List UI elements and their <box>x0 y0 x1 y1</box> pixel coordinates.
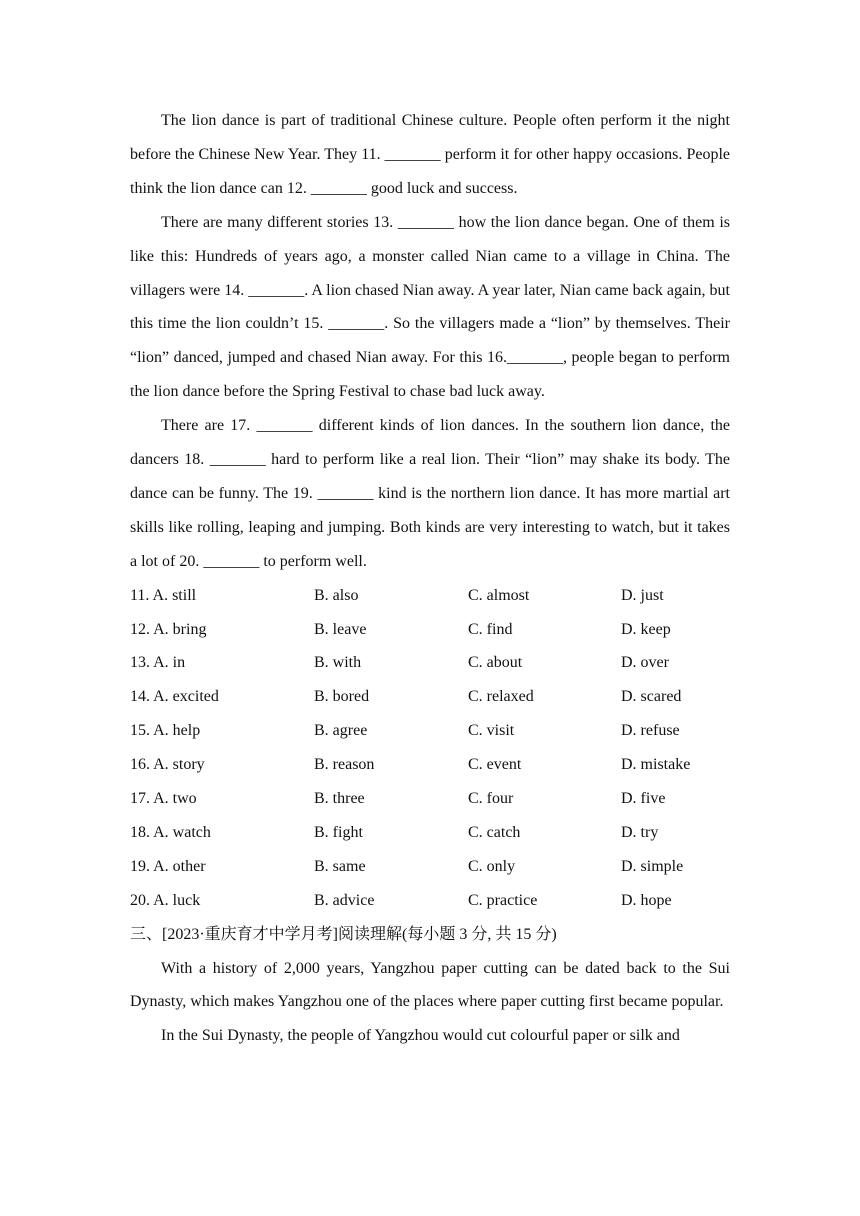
option-row-15 <box>130 714 730 748</box>
option-a: 11. A. still <box>130 586 197 604</box>
option-a: 12. A. bring <box>130 620 207 638</box>
option-b: B. leave <box>314 620 367 638</box>
option-d: D. hope <box>621 891 672 909</box>
option-c: C. relaxed <box>468 688 534 706</box>
option-b: B. agree <box>314 722 368 740</box>
option-d: D. simple <box>621 857 684 875</box>
section-3-paragraph-1: With a history of 2,000 years, Yangzhou paper cutting can be dated back to the Sui Dynasty, which makes Yangzhou one of the places where paper cutting first became popular. <box>130 959 730 1011</box>
option-row-20 <box>130 884 730 918</box>
option-b: B. reason <box>314 756 375 774</box>
section-3-heading: 三、[2023·重庆育才中学月考]阅读理解(每小题 3 分, 共 15 分) <box>130 925 557 943</box>
option-b: B. bored <box>314 688 370 706</box>
option-c: C. catch <box>468 823 521 841</box>
option-d: D. refuse <box>621 722 680 740</box>
option-row-18 <box>130 816 730 850</box>
option-row-13 <box>130 646 730 680</box>
option-c: C. four <box>468 790 514 808</box>
option-a: 13. A. in <box>130 654 186 672</box>
option-c: C. event <box>468 756 522 774</box>
option-d: D. five <box>621 790 666 808</box>
option-a: 19. A. other <box>130 857 206 875</box>
option-c: C. find <box>468 620 513 638</box>
option-d: D. just <box>621 586 664 604</box>
passage-paragraph-1: The lion dance is part of traditional Chinese culture. People often perform it the night before the Chinese New Year. They 11. _______ perform it for other happy occasions. People think the lion dance can 12. _______ good luck and success. <box>130 112 730 197</box>
option-row-16 <box>130 748 730 782</box>
option-a: 18. A. watch <box>130 823 211 841</box>
option-b: B. fight <box>314 823 363 841</box>
option-a: 14. A. excited <box>130 688 219 706</box>
passage-paragraph-3: There are 17. _______ different kinds of lion dances. In the southern lion dance, the dancers 18. _______ hard to perform like a real lion. Their “lion” may shake its body. The dance can be funny. The 19. _______ kind is the northern lion dance. It has more martial art skills like rolling, leaping and jumping. Both kinds are very interesting to watch, but it takes a lot of 20. _______ to perform well. <box>130 417 730 570</box>
option-c: C. about <box>468 654 523 672</box>
passage-paragraph-2: There are many different stories 13. _______ how the lion dance began. One of them is like this: Hundreds of years ago, a monster called Nian came to a village in China. The villagers were 14. _______. A lion chased Nian away. A year later, Nian came back again, but this time the lion couldn’t 15. _______. So the villagers made a “lion” by themselves. Their “lion” danced, jumped and chased Nian away. For this 16._______, people began to perform the lion dance before the Spring Festival to chase bad luck away. <box>130 213 730 401</box>
option-row-11 <box>130 579 730 613</box>
option-row-14 <box>130 680 730 714</box>
option-d: D. try <box>621 823 659 841</box>
option-row-17 <box>130 782 730 816</box>
option-b: B. advice <box>314 891 375 909</box>
option-b: B. same <box>314 857 366 875</box>
option-a: 15. A. help <box>130 722 201 740</box>
option-d: D. keep <box>621 620 671 638</box>
option-c: C. practice <box>468 891 538 909</box>
option-c: C. visit <box>468 722 515 740</box>
section-3-paragraph-2: In the Sui Dynasty, the people of Yangzhou would cut colourful paper or silk and <box>161 1027 680 1045</box>
option-b: B. three <box>314 790 365 808</box>
option-row-19 <box>130 850 730 884</box>
option-a: 17. A. two <box>130 790 197 808</box>
option-d: D. over <box>621 654 669 672</box>
option-b: B. with <box>314 654 362 672</box>
option-d: D. mistake <box>621 756 691 774</box>
option-a: 16. A. story <box>130 756 205 774</box>
option-a: 20. A. luck <box>130 891 201 909</box>
option-c: C. only <box>468 857 516 875</box>
option-c: C. almost <box>468 586 530 604</box>
option-b: B. also <box>314 586 359 604</box>
document-page <box>130 104 730 1053</box>
options-list <box>130 579 730 918</box>
option-d: D. scared <box>621 688 682 706</box>
option-row-12 <box>130 613 730 647</box>
